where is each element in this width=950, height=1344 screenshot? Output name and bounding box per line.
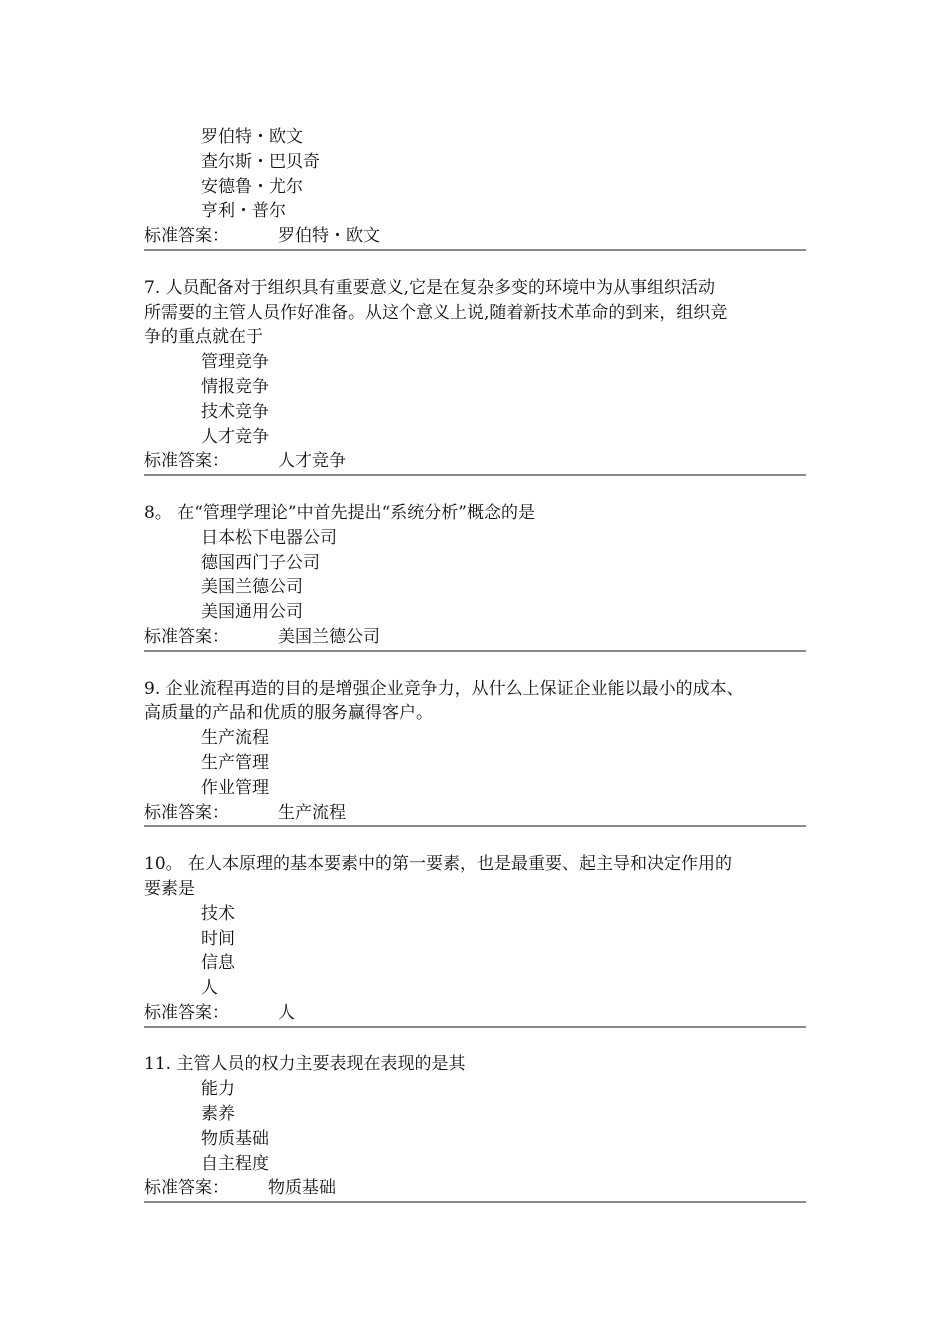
- option: 技术竞争: [201, 401, 269, 422]
- option: 能力: [201, 1079, 235, 1100]
- answer-label: 标准答案：: [144, 626, 229, 647]
- option: 罗伯特・欧文: [201, 127, 303, 147]
- option: 自主程度: [201, 1153, 269, 1174]
- question-block-9: [144, 677, 806, 828]
- answer-value: 生产流程: [278, 802, 346, 823]
- divider: [144, 474, 806, 476]
- question-text: 所需要的主管人员作好准备。从这个意义上说,随着新技术革命的到来，组织竞: [144, 302, 728, 323]
- question-block-11: [144, 1052, 806, 1203]
- question-text: 11. 主管人员的权力主要表现在表现的是其: [144, 1054, 466, 1075]
- answer-label: 标准答案：: [144, 1178, 229, 1199]
- option: 管理竞争: [201, 352, 269, 373]
- option: 作业管理: [201, 777, 269, 798]
- answer-value: 人: [278, 1002, 295, 1023]
- option: 安德鲁・尤尔: [201, 176, 303, 197]
- answer-value: 罗伯特・欧文: [278, 226, 380, 247]
- answer-row: [144, 625, 806, 650]
- question-text: 要素是: [144, 878, 195, 899]
- option: 生产流程: [201, 728, 269, 749]
- answer-value: 物质基础: [268, 1178, 336, 1199]
- option: 日本松下电器公司: [201, 527, 337, 548]
- answer-label: 标准答案：: [144, 226, 229, 247]
- option: 德国西门子公司: [201, 552, 320, 573]
- question-text: 10。 在人本原理的基本要素中的第一要素，也是最重要、起主导和决定作用的: [144, 854, 733, 875]
- question-block-7: [144, 276, 806, 476]
- option: 技术: [201, 903, 235, 924]
- answer-row: [144, 449, 806, 474]
- answer-label: 标准答案：: [144, 451, 229, 472]
- option: 美国兰德公司: [201, 577, 303, 598]
- divider: [144, 1201, 806, 1203]
- answer-label: 标准答案：: [144, 802, 229, 823]
- answer-row: [144, 801, 806, 826]
- divider: [144, 650, 806, 652]
- answer-row: [144, 1176, 806, 1201]
- question-block-6: [144, 125, 806, 251]
- question-text: 高质量的产品和优质的服务赢得客户。: [144, 703, 433, 724]
- question-block-10: [144, 852, 806, 1028]
- option: 人: [201, 978, 218, 999]
- question-text: 7. 人员配备对于组织具有重要意义,它是在复杂多变的环境中为从事组织活动: [144, 277, 716, 298]
- question-text: 9. 企业流程再造的目的是增强企业竞争力，从什么上保证企业能以最小的成本、: [144, 678, 744, 699]
- divider: [144, 825, 806, 827]
- answer-row: [144, 224, 806, 249]
- question-text: 争的重点就在于: [144, 327, 263, 348]
- option: 亨利・普尔: [201, 201, 286, 222]
- answer-value: 人才竞争: [278, 451, 346, 472]
- answer-label: 标准答案：: [144, 1002, 229, 1023]
- option: 美国通用公司: [201, 602, 303, 623]
- option: 信息: [201, 953, 235, 974]
- question-block-8: [144, 501, 806, 652]
- option: 查尔斯・巴贝奇: [201, 151, 320, 172]
- answer-row: [144, 1001, 806, 1026]
- answer-value: 美国兰德公司: [278, 626, 380, 647]
- option: 物质基础: [201, 1128, 269, 1149]
- option: 素养: [201, 1104, 235, 1125]
- divider: [144, 249, 806, 251]
- option: 时间: [201, 928, 235, 949]
- divider: [144, 1026, 806, 1028]
- document-page: [144, 125, 806, 1203]
- option: 人才竞争: [201, 426, 269, 447]
- option: 生产管理: [201, 752, 269, 773]
- question-text: 8。 在“管理学理论”中首先提出“系统分析”概念的是: [144, 502, 535, 523]
- option: 情报竞争: [201, 376, 269, 397]
